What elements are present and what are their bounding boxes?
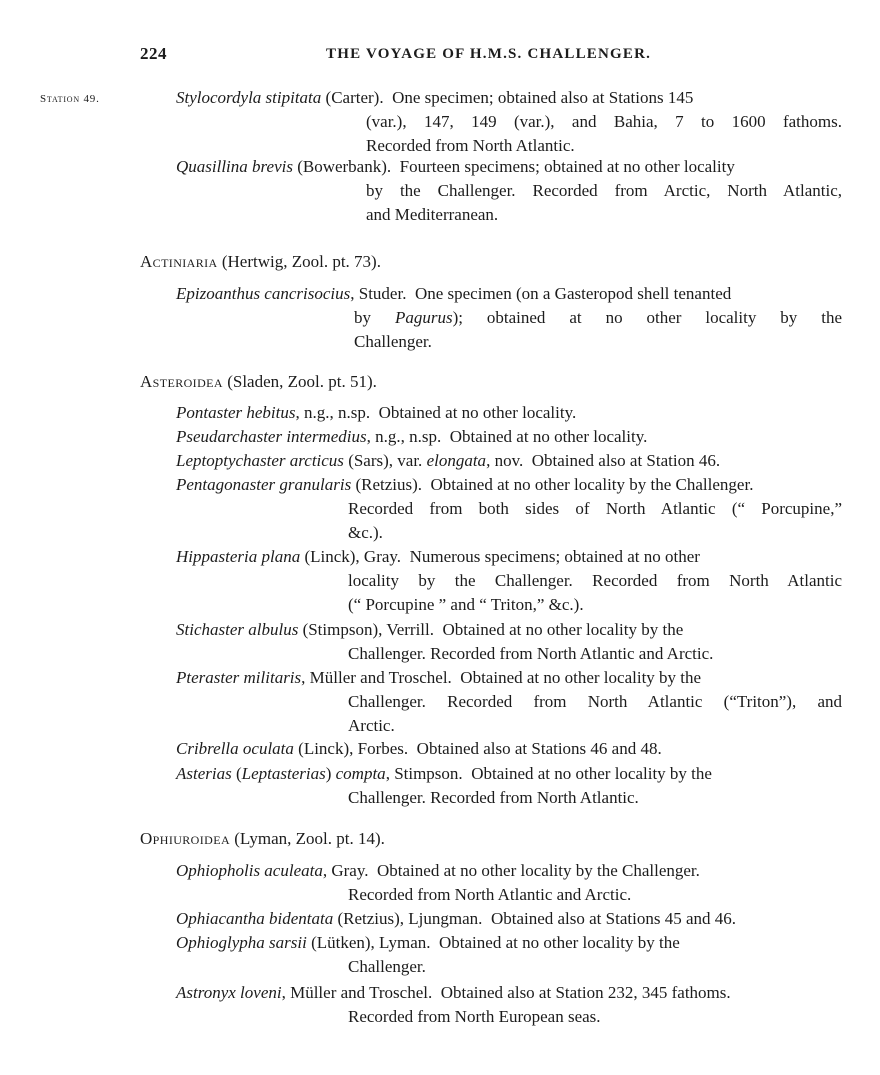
species-name: Pseudarchaster intermedius xyxy=(176,427,367,446)
species-entry: Quasillina brevis (Bowerbank). Fourteen specimens; obtained at no other locality by the Challenger. Recorded from Arctic, North Atlantic, and Mediterranean. xyxy=(176,157,842,224)
station-label: Station 49. xyxy=(40,93,100,105)
species-name: Cribrella oculata xyxy=(176,739,294,758)
species-name: Quasillina brevis xyxy=(176,157,293,176)
species-entry: Pontaster hebitus, n.g., n.sp. Obtained at no other locality. xyxy=(176,403,577,422)
running-title: THE VOYAGE OF H.M.S. CHALLENGER. xyxy=(326,46,652,62)
species-entry: Asterias (Leptasterias) compta, Stimpson. Obtained at no other locality by the Challenger. Recorded from North Atlantic. xyxy=(176,764,712,807)
species-name: Ophioglypha sarsii xyxy=(176,933,307,952)
species-entry: Cribrella oculata (Linck), Forbes. Obtained also at Stations 46 and 48. xyxy=(176,739,662,758)
species-name: Pteraster militaris xyxy=(176,668,302,687)
species-entry: Hippasteria plana (Linck), Gray. Numerous specimens; obtained at no other locality by the Challenger. Recorded from North Atlantic (“ Porcupine ” and “ Triton,” &c.). xyxy=(176,547,842,614)
species-name: Pentagonaster granularis xyxy=(176,475,352,494)
species-name: Pontaster hebitus xyxy=(176,403,296,422)
species-entry: Ophioglypha sarsii (Lütken), Lyman. Obtained at no other locality by the Challenger. xyxy=(176,933,680,976)
section-heading-ophiuroidea: Ophiuroidea (Lyman, Zool. pt. 14). xyxy=(140,829,385,848)
species-name: Epizoanthus cancrisocius xyxy=(176,284,351,303)
species-entry: Stylocordyla stipitata (Carter). One specimen; obtained also at Stations 145 (var.), 147, 149 (var.), and Bahia, 7 to 1600 fathoms. Recorded from North Atlantic. xyxy=(176,88,842,155)
species-entry: Leptoptychaster arcticus (Sars), var. elongata, nov. Obtained also at Station 46. xyxy=(176,451,721,470)
species-entry: Stichaster albulus (Stimpson), Verrill. Obtained at no other locality by the Challenger. Recorded from North Atlantic and Arctic. xyxy=(176,620,714,663)
species-name: Asterias xyxy=(176,764,232,783)
species-entry: Pentagonaster granularis (Retzius). Obtained at no other locality by the Challenger. Recorded from both sides of North Atlantic (“ Porcupine,” &c.). xyxy=(176,475,842,542)
species-entry: Ophiopholis aculeata, Gray. Obtained at no other locality by the Challenger. Recorded from North Atlantic and Arctic. xyxy=(176,861,700,904)
species-entry: Pseudarchaster intermedius, n.g., n.sp. Obtained at no other locality. xyxy=(176,427,648,446)
species-name: Hippasteria plana xyxy=(176,547,301,566)
section-heading-actiniaria: Actiniaria (Hertwig, Zool. pt. 73). xyxy=(140,252,381,271)
page-number: 224 xyxy=(140,44,167,63)
species-name: Ophiopholis aculeata xyxy=(176,861,323,880)
species-name: Astronyx loveni xyxy=(176,983,282,1002)
species-name: Leptoptychaster arcticus xyxy=(176,451,344,470)
species-name: Ophiacantha bidentata xyxy=(176,909,334,928)
species-entry: Epizoanthus cancrisocius, Studer. One specimen (on a Gasteropod shell tenanted by Pagurus); obtained at no other locality by the Challenger. xyxy=(176,284,842,351)
species-entry: Pteraster militaris, Müller and Troschel. Obtained at no other locality by the Challenger. Recorded from North Atlantic (“Triton”), and Arctic. xyxy=(176,668,842,735)
species-name: Stichaster albulus xyxy=(176,620,299,639)
section-heading-asteroidea: Asteroidea (Sladen, Zool. pt. 51). xyxy=(140,372,377,391)
species-name: Stylocordyla stipitata xyxy=(176,88,322,107)
species-entry: Ophiacantha bidentata (Retzius), Ljungman. Obtained also at Stations 45 and 46. xyxy=(176,909,736,928)
species-entry: Astronyx loveni, Müller and Troschel. Obtained also at Station 232, 345 fathoms. Recorded from North European seas. xyxy=(176,983,731,1026)
